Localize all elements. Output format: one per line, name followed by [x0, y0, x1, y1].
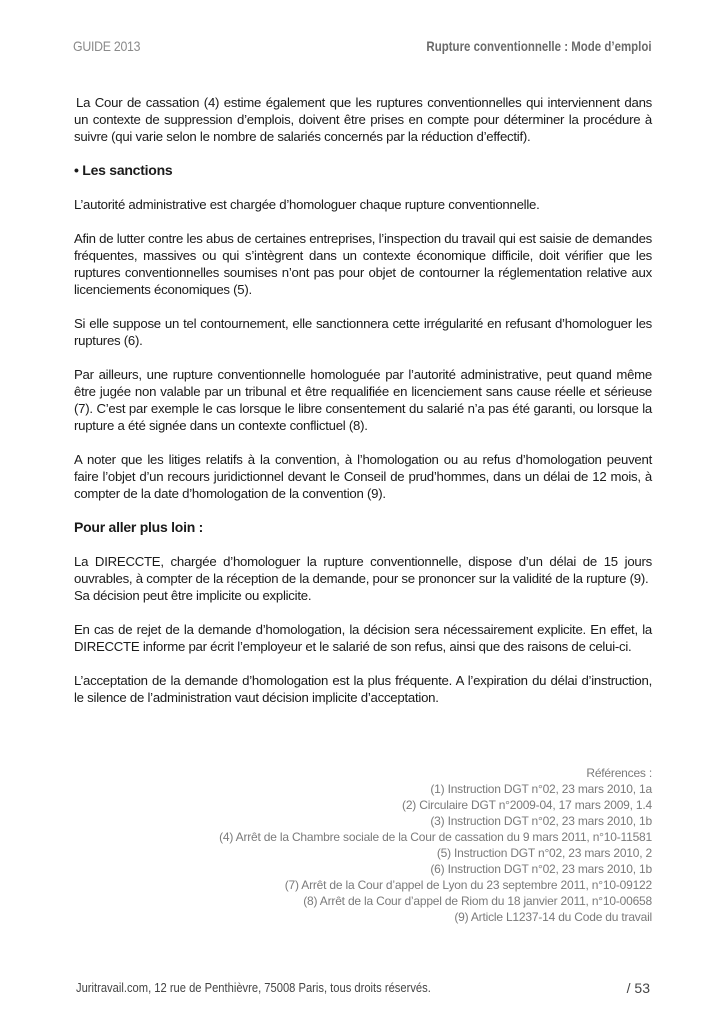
reference-item: (6) Instruction DGT n°02, 23 mars 2010, 1b: [430, 862, 652, 876]
reference-item: (5) Instruction DGT n°02, 23 mars 2010, 2: [436, 846, 652, 860]
paragraph: La Cour de cassation (4) estime également que les ruptures conventionnelles qui interviennent dans un contexte de suppression d’emplois, doivent être prises en compte pour déterminer la procédure à suivre (qui varie selon le nombre de salariés concernés par la réduction d’effectif).: [74, 95, 652, 144]
paragraph: La DIRECCTE, chargée d’homologuer la rupture conventionnelle, dispose d’un délai de 15 jours ouvrables, à compter de la réception de la demande, pour se prononcer sur la validité de la rupture (9).: [74, 554, 652, 586]
document-title: Rupture conventionnelle : Mode d’emploi: [426, 38, 652, 54]
reference-item: (4) Arrêt de la Chambre sociale de la Cour de cassation du 9 mars 2011, n°10-11581: [219, 830, 652, 844]
paragraph: Afin de lutter contre les abus de certaines entreprises, l’inspection du travail qui est saisie de demandes fréquentes, massives ou qui s’intègrent dans un contexte économique difficile, doit vérifier que les ruptures conventionnelles soumises n’ont pas pour objet de contourner la réglementation relative aux licenciements économiques (5).: [74, 231, 653, 297]
section-heading-further: Pour aller plus loin :: [74, 519, 204, 535]
paragraph: Par ailleurs, une rupture conventionnelle homologuée par l’autorité administrative, peut quand même être jugée non valable par un tribunal et être requalifiée en licenciement sans cause réelle et sérieuse (7). C’est par exemple le cas lorsque le libre consentement du salarié n’a pas été garanti, ou lorsque la rupture a été signée dans un contexte conflictuel (8).: [74, 367, 652, 433]
footer-copyright: Juritravail.com, 12 rue de Penthièvre, 75008 Paris, tous droits réservés.: [76, 980, 431, 995]
paragraph: A noter que les litiges relatifs à la convention, à l’homologation ou au refus d’homologation peuvent faire l’objet d’un recours juridictionnel devant le Conseil de prud’hommes, dans un délai de 12 mois, à compter de la date d’homologation de la convention (9).: [74, 452, 652, 501]
paragraph: L’acceptation de la demande d’homologation est la plus fréquente. A l’expiration du délai d’instruction, le silence de l’administration vaut décision implicite d’acceptation.: [74, 673, 652, 705]
reference-item: (8) Arrêt de la Cour d’appel de Riom du 18 janvier 2011, n°10-00658: [303, 894, 652, 908]
guide-year-label: GUIDE 2013: [73, 38, 141, 54]
paragraph: Si elle suppose un tel contournement, elle sanctionnera cette irrégularité en refusant d’homologuer les ruptures (6).: [74, 316, 652, 348]
page-number: / 53: [626, 980, 650, 996]
reference-item: (2) Circulaire DGT n°2009-04, 17 mars 2009, 1.4: [402, 798, 652, 812]
main-content: [74, 94, 652, 706]
reference-item: (9) Article L1237-14 du Code du travail: [454, 910, 652, 924]
paragraph: Sa décision peut être implicite ou explicite.: [74, 588, 312, 603]
references-title: Références :: [586, 766, 652, 780]
section-heading-sanctions: • Les sanctions: [74, 162, 173, 178]
reference-item: (7) Arrêt de la Cour d’appel de Lyon du 23 septembre 2011, n°10-09122: [284, 878, 652, 892]
paragraph: En cas de rejet de la demande d’homologation, la décision sera nécessairement explicite. En effet, la DIRECCTE informe par écrit l’employeur et le salarié de son refus, ainsi que des raisons de celui-ci.: [74, 622, 652, 654]
references-list: [219, 765, 652, 925]
paragraph: L’autorité administrative est chargée d’homologuer chaque rupture conventionnelle.: [74, 197, 540, 212]
reference-item: (3) Instruction DGT n°02, 23 mars 2010, 1b: [430, 814, 652, 828]
reference-item: (1) Instruction DGT n°02, 23 mars 2010, 1a: [430, 782, 652, 796]
